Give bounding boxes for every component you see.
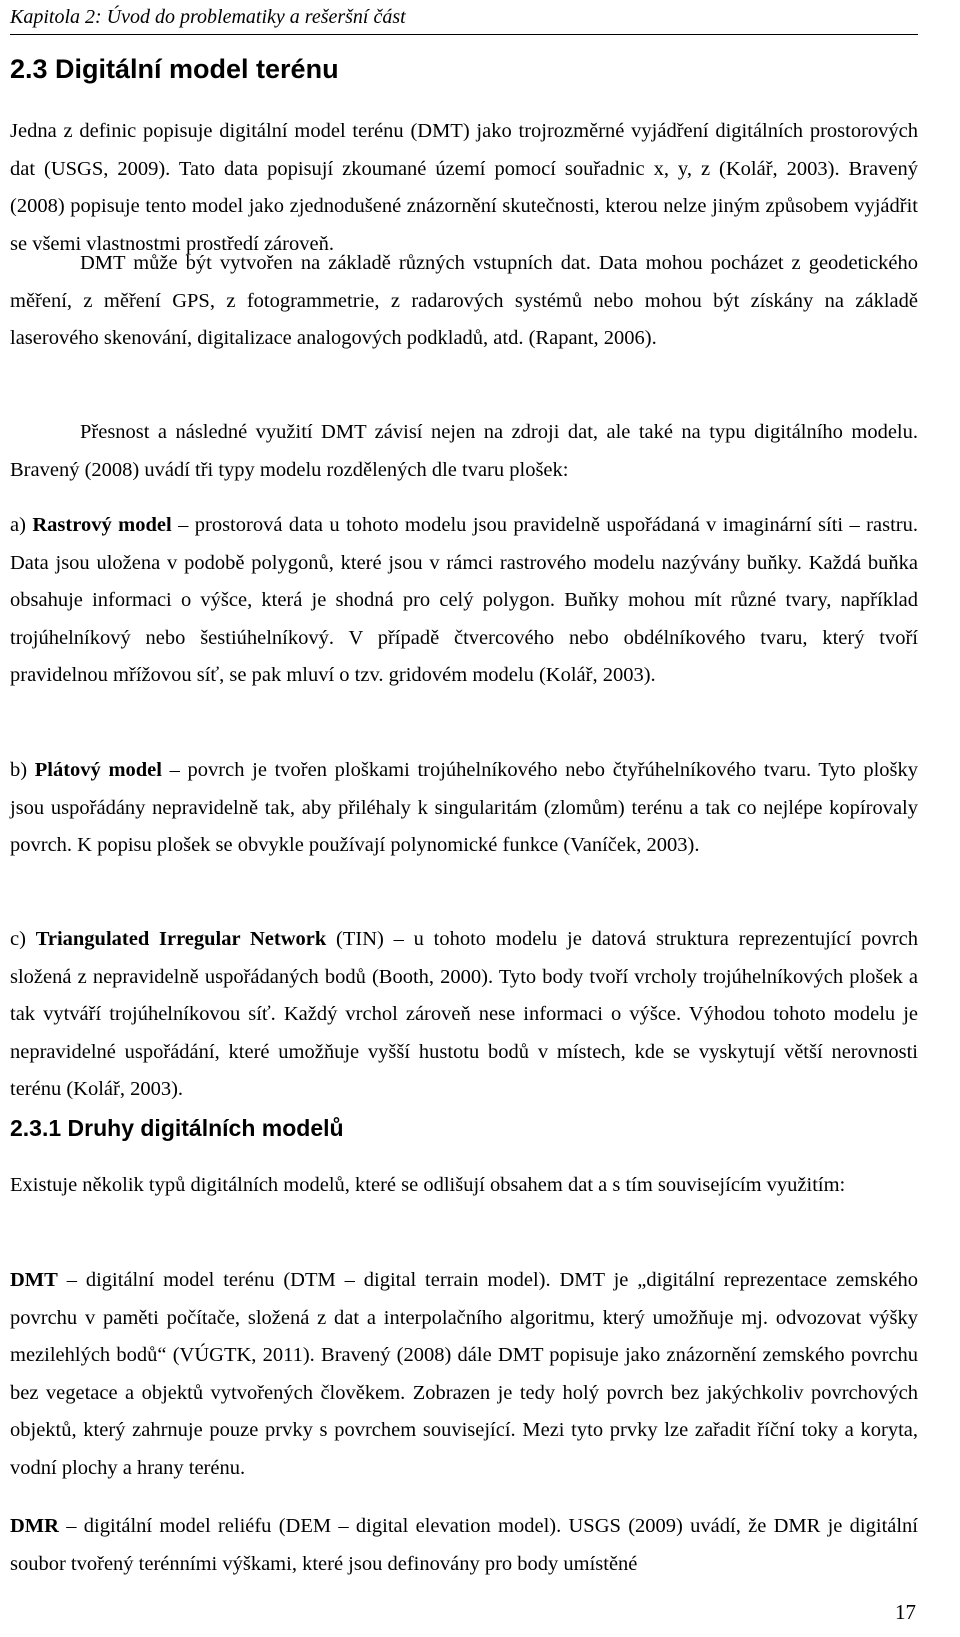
paragraph-input-data: DMT může být vytvořen na základě různých vstupních dat. Data mohou pocházet z geodetického měření, z měření GPS, z fotogrammetrie, z radarových systémů nebo mohou být získány na základě laserového skenování, digitalizace analogových podkladů, atd. (Rapant, 2006). [10, 252, 918, 349]
definition-text: – digitální model terénu (DTM – digital terrain model). DMT je „digitální reprezentace zemského povrchu v paměti počítače, složená z dat a interpolačního algoritmu, který umožňuje mj. odvozovat výšky mezilehlých bodů“ (VÚGTK, 2011). Bravený (2008) dále DMT popisuje jako znázornění zemského povrchu bez vegetace a objektů vytvořených člověkem. Zobrazen je tedy holý povrch bez jakýchkoliv povrchových objektů, který zahrnuje pouze prvky s povrchem související. Mezi tyto prvky lze zařadit říční toky a koryta, vodní plochy a hrany terénu. [10, 1269, 918, 1479]
list-item-text: – povrch je tvořen ploškami trojúhelníkového nebo čtyřúhelníkového tvaru. Tyto plošky jsou uspořádány nepravidelně tak, aby přiléhaly k singularitám (zlomům) terénu a tak co nejlépe kopírovaly povrch. K popisu plošek se obvykle používají polynomické funkce (Vaníček, 2003). [10, 759, 918, 856]
list-item-marker: b) [10, 759, 35, 781]
list-item-term: Triangulated Irregular Network [35, 928, 327, 950]
list-item-marker: a) [10, 514, 33, 536]
definition-text: – digitální model reliéfu (DEM – digital elevation model). USGS (2009) uvádí, že DMR je digitální soubor tvořený terénními výškami, které jsou definovány pro body umístěné [10, 1515, 918, 1575]
section-title: 2.3 Digitální model terénu [10, 54, 339, 84]
paragraph-model-accuracy: Přesnost a následné využití DMT závisí nejen na zdroji dat, ale také na typu digitálního modelu. Bravený (2008) uvádí tři typy modelu rozdělených dle tvaru plošek: [10, 421, 918, 481]
list-item-marker: c) [10, 928, 36, 950]
running-header: Kapitola 2: Úvod do problematiky a rešeršní část [10, 4, 918, 35]
definition-term: DMT [10, 1269, 58, 1291]
list-item-patch-model [10, 752, 918, 865]
page-number: 17 [895, 1600, 916, 1624]
list-item-term: Rastrový model [32, 514, 172, 536]
definition-dmt [10, 1262, 918, 1487]
paragraph-model-types: Existuje několik typů digitálních modelů, které se odlišují obsahem dat a s tím souvisejícím využitím: [10, 1174, 846, 1196]
paragraph-dmt-definition: Jedna z definic popisuje digitální model terénu (DMT) jako trojrozměrné vyjádření digitálních prostorových dat (USGS, 2009). Tato data popisují zkoumané území pomocí souřadnic x, y, z (Kolář, 2003). Bravený (2008) popisuje tento model jako zjednodušené znázornění skutečnosti, kterou nelze jiným způsobem vyjádřit se všemi vlastnostmi prostředí zároveň. [10, 120, 918, 255]
list-item-raster-model [10, 507, 918, 695]
definition-dmr [10, 1508, 918, 1583]
list-item-term: Plátový model [34, 759, 162, 781]
definition-term: DMR [10, 1515, 59, 1537]
list-item-text: (TIN) – u tohoto modelu je datová struktura reprezentující povrch složená z nepravidelně uspořádaných bodů (Booth, 2000). Tyto body tvoří vrcholy trojúhelníkových plošek a tak vytváří trojúhelníkovou síť. Každý vrchol zároveň nese informaci o výšce. Výhodou tohoto modelu je nepravidelné uspořádání, které umožňuje vyšší hustotu bodů v místech, kde se vyskytují větší nerovnosti terénu (Kolář, 2003). [10, 928, 918, 1100]
list-item-text: – prostorová data u tohoto modelu jsou pravidelně uspořádaná v imaginární síti – rastru. Data jsou uložena v podobě polygonů, které jsou v rámci rastrového modelu nazývány buňky. Každá buňka obsahuje informaci o výšce, která je shodná pro celý polygon. Buňky mohou mít různé tvary, například trojúhelníkový nebo šestiúhelníkový. V případě čtvercového nebo obdélníkového tvaru, který tvoří pravidelnou mřížovou síť, se pak mluví o tzv. gridovém modelu (Kolář, 2003). [10, 514, 918, 686]
subsection-title: 2.3.1 Druhy digitálních modelů [10, 1115, 344, 1141]
list-item-tin-model [10, 921, 918, 1109]
